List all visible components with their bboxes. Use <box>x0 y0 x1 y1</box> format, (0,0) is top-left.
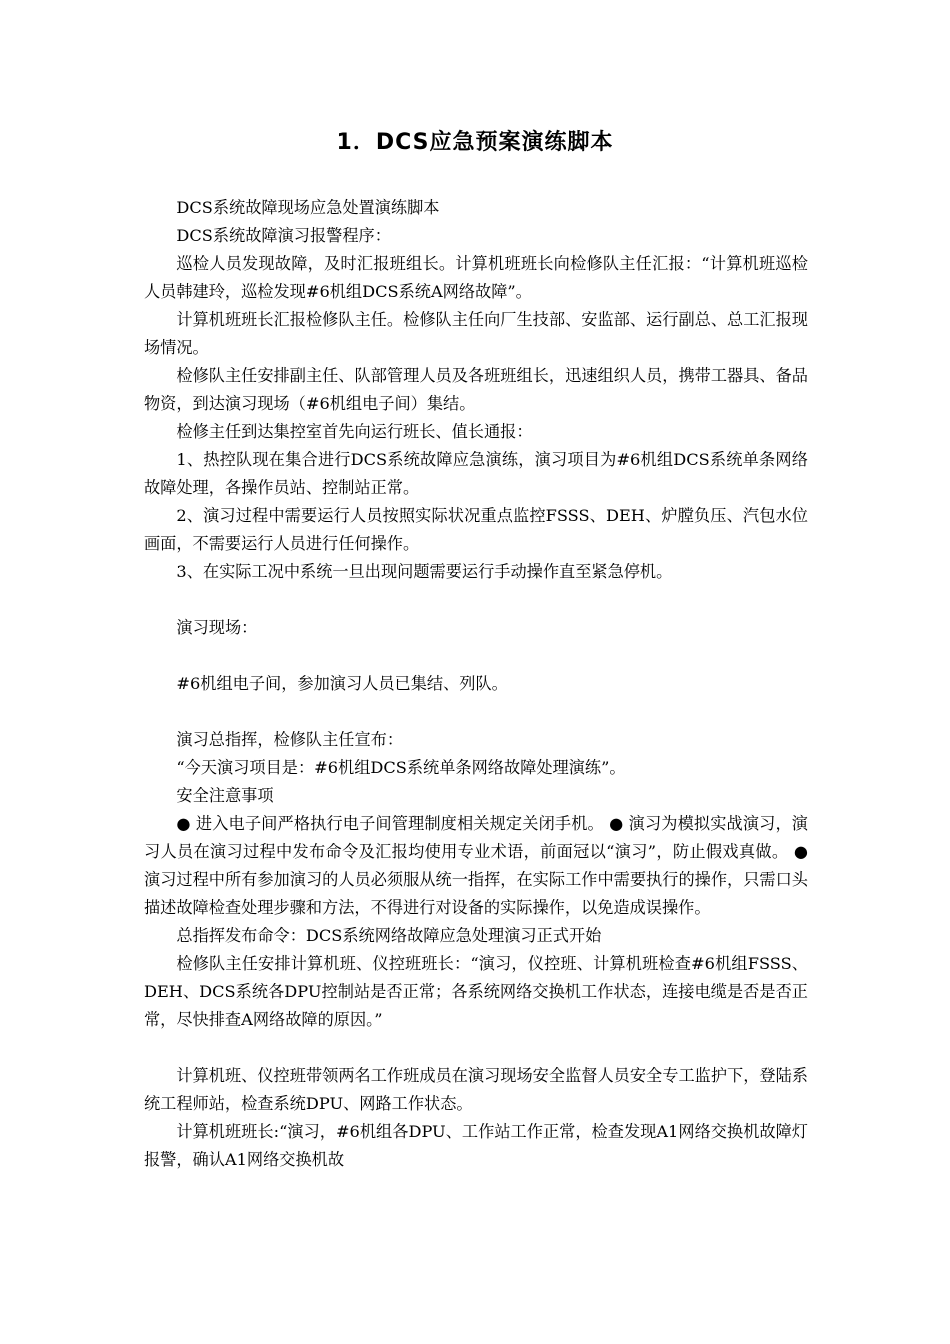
paragraph: 检修队主任安排计算机班、仪控班班长：“演习，仪控班、计算机班检查#6机组FSSS、DEH、DCS系统各DPU控制站是否正常；各系统网络交换机工作状态，连接电缆是否是否正常，尽快排查A网络故障的原因。” <box>144 954 808 1029</box>
list-item-1: 1、热控队现在集合进行DCS系统故障应急演练，演习项目为#6机组DCS系统单条网络故障处理，各操作员站、控制站正常。 <box>144 450 808 497</box>
paragraph-quote: “今天演习项目是：#6机组DCS系统单条网络故障处理演练”。 <box>176 758 626 777</box>
paragraph: 巡检人员发现故障，及时汇报班组长。计算机班班长向检修队主任汇报：“计算机班巡检人员韩建玲，巡检发现#6机组DCS系统A网络故障”。 <box>144 254 808 301</box>
paragraph: 检修队主任安排副主任、队部管理人员及各班班组长，迅速组织人员，携带工器具、备品物资，到达演习现场（#6机组电子间）集结。 <box>144 366 808 413</box>
spacer <box>144 642 808 670</box>
document-title: 1．DCS应急预案演练脚本 <box>336 130 614 155</box>
list-item-2: 2、演习过程中需要运行人员按照实际状况重点监控FSSS、DEH、炉膛负压、汽包水位画面，不需要运行人员进行任何操作。 <box>144 506 808 553</box>
paragraph: 检修主任到达集控室首先向运行班长、值长通报： <box>176 422 533 441</box>
paragraph: 计算机班班长汇报检修队主任。检修队主任向厂生技部、安监部、运行副总、总工汇报现场情况。 <box>144 310 808 357</box>
paragraph: 演习总指挥，检修队主任宣布： <box>176 730 404 749</box>
list-item-3: 3、在实际工况中系统一旦出现问题需要运行手动操作直至紧急停机。 <box>176 562 673 581</box>
section-heading-drill-site: 演习现场： <box>176 618 258 637</box>
paragraph: #6机组电子间，参加演习人员已集结、列队。 <box>176 674 508 693</box>
paragraph: 总指挥发布命令：DCS系统网络故障应急处理演习正式开始 <box>176 926 602 945</box>
document-body <box>144 194 808 1174</box>
spacer <box>144 1034 808 1062</box>
paragraph: 计算机班班长:“演习，#6机组各DPU、工作站工作正常，检查发现A1网络交换机故障灯报警，确认A1网络交换机故 <box>144 1122 808 1169</box>
spacer <box>144 586 808 614</box>
paragraph: 计算机班、仪控班带领两名工作班成员在演习现场安全监督人员安全专工监护下，登陆系统工程师站，检查系统DPU、网路工作状态。 <box>144 1066 808 1113</box>
paragraph-safety-bullets: ● 进入电子间严格执行电子间管理制度相关规定关闭手机。 ● 演习为模拟实战演习，演习人员在演习过程中发布命令及汇报均使用专业术语，前面冠以“演习”，防止假戏真做。 ● 演习过程中所有参加演习的人员必须服从统一指挥，在实际工作中需要执行的操作，只需口头描述故障检查处理步骤和方法，不得进行对设备的实际操作，以免造成误操作。 <box>144 814 808 917</box>
paragraph-alarm-procedure: DCS系统故障演习报警程序： <box>176 226 391 245</box>
section-heading-safety: 安全注意事项 <box>176 786 274 805</box>
paragraph-subtitle: DCS系统故障现场应急处置演练脚本 <box>176 198 440 217</box>
spacer <box>144 698 808 726</box>
